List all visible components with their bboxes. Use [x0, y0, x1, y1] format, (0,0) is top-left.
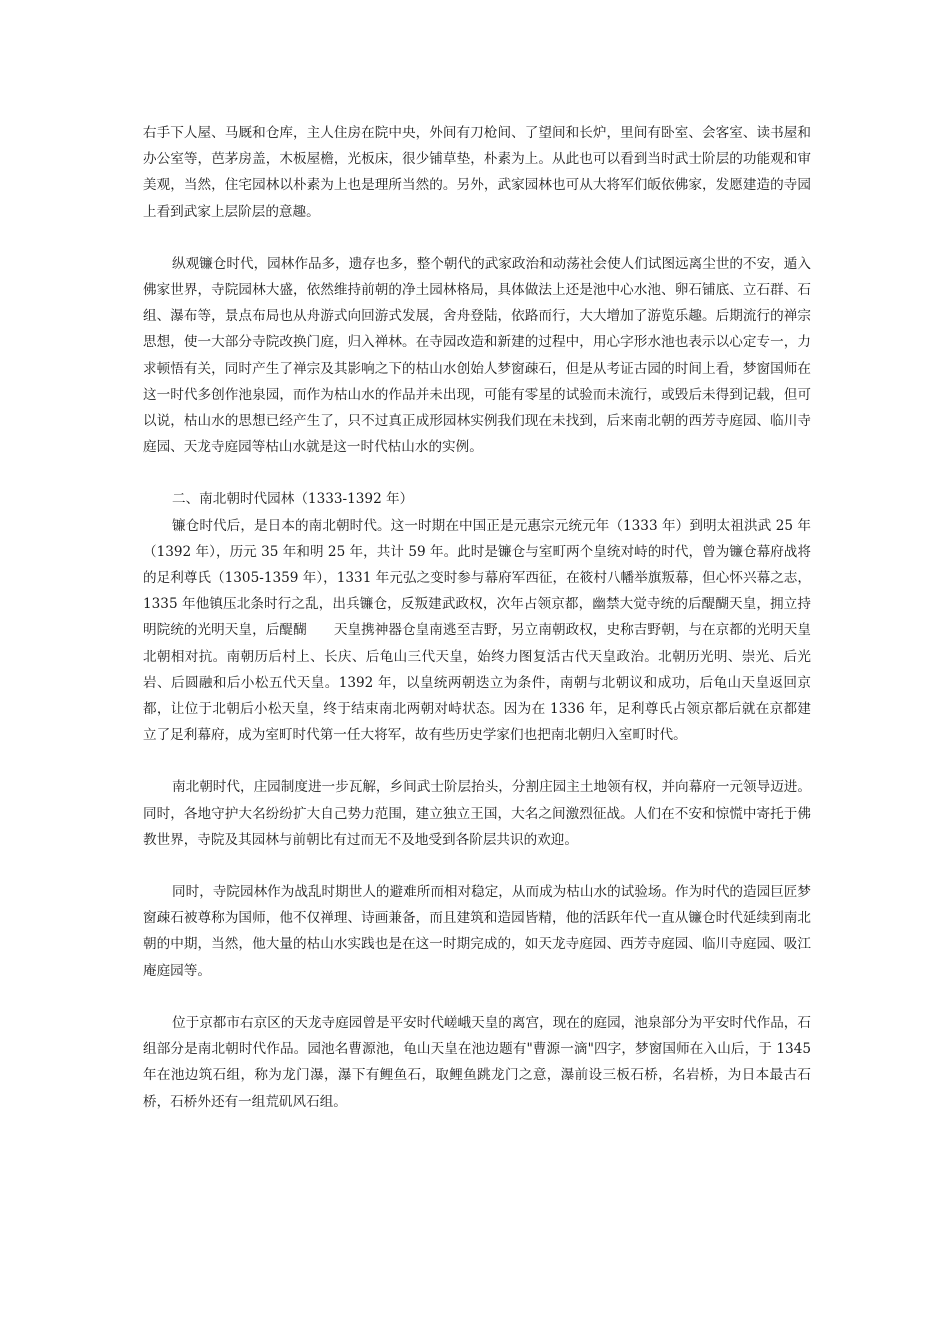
paragraph-warrior-residence: 右手下人屋、马厩和仓库，主人住房在院中央，外间有刀枪间、了望间和长炉，里间有卧室、会客室、读书屋和办公室等，芭茅房盖，木板屋檐，光板床，很少铺草垫，朴素为上。从此也可以看到当时武士阶层的功能观和审美观，当然，住宅园林以朴素为上也是理所当然的。另外，武家园林也可从大将军们皈依佛家，发愿建造的寺园上看到武家上层阶层的意趣。	[143, 125, 811, 220]
paragraph-spacer	[143, 748, 811, 774]
paragraph-kamakura-overview: 纵观镰仓时代，园林作品多，遗存也多，整个朝代的武家政治和动荡社会使人们试图远离尘世的不安，遁入佛家世界，寺院园林大盛，依然维持前朝的净土园林格局，具体做法上还是池中心水池、卵石铺底、立石群、石组、瀑布等，景点布局也从舟游式向回游式发展，舍舟登陆，依路而行，大大增加了游览乐趣。后期流行的禅宗思想，使一大部分寺院改换门庭，归入禅林。在寺园改造和新建的过程中，用心字形水池也表示以心定专一，力求顿悟有关，同时产生了禅宗及其影响之下的枯山水创始人梦窗疎石，但是从考证古园的时间上看，梦窗国师在这一时代多创作池泉园，而作为枯山水的作品并未出现，可能有零星的试验而未流行，或毁后未得到记载，但可以说，枯山水的思想已经产生了，只不过真正成形园林实例我们现在未找到，后来南北朝的西芳寺庭园、临川寺庭园、天龙寺庭园等枯山水就是这一时代枯山水的实例。	[143, 255, 811, 456]
paragraph-nanboku-history: 镰仓时代后，是日本的南北朝时代。这一时期在中国正是元惠宗元统元年（1333 年）到明太祖洪武 25 年（1392 年），历元 35 年和明 25 年，共计 59 年。此时是镰仓与室町两个皇统对峙的时代，曾为镰仓幕府战将的足利尊氏（1305-1359 年），1331 年元弘之变时参与幕府军西征，在筱村八幡举旗叛幕，但心怀兴幕之志，1335 年他镇压北条时行之乱，出兵镰仓，反叛建武政权，次年占领京都，幽禁大觉寺统的后醍醐天皇，拥立持明院统的光明天皇，后醍醐 天皇携神器仓皇南逃至吉野，另立南朝政权，史称吉野朝，与在京都的光明天皇北朝相对抗。南朝历后村上、长庆、后龟山三代天皇，始终力图复活古代天皇政治。北朝历光明、崇光、后光岩、后圆融和后小松五代天皇。1392 年，以皇统两朝迭立为条件，南朝与北朝议和成功，后龟山天皇返回京都，让位于北朝后小松天皇，终于结束南北两朝对峙状态。因为在 1336 年，足利尊氏占领京都后就在京都建立了足利幕府，成为室町时代第一任大将军，故有些历史学家们也把南北朝归入室町时代。	[143, 517, 811, 744]
paragraph-muso-soseki: 同时，寺院园林作为战乱时期世人的避难所而相对稳定，从而成为枯山水的试验场。作为时代的造园巨匠梦窗疎石被尊称为国师，他不仅禅理、诗画兼备，而且建筑和造园皆精，他的活跃年代一直从镰仓时代延续到南北朝的中期，当然，他大量的枯山水实践也是在这一时期完成的，如天龙寺庭园、西芳寺庭园、临川寺庭园、吸江庵庭园等。	[143, 884, 811, 979]
paragraph-spacer	[143, 984, 811, 1010]
section-heading-nanboku-gardens: 二、南北朝时代园林（1333-1392 年）	[172, 491, 414, 508]
paragraph-spacer	[143, 225, 811, 251]
paragraph-nanboku-society: 南北朝时代，庄园制度进一步瓦解，乡间武士阶层抬头，分割庄园主土地领有权，并向幕府一元领导迈进。同时，各地守护大名纷纷扩大自己势力范围，建立独立王国，大名之间激烈征战。人们在不安和惊慌中寄托于佛教世界，寺院及其园林与前朝比有过而无不及地受到各阶层共识的欢迎。	[143, 779, 811, 848]
paragraph-tenryuji-garden: 位于京都市右京区的天龙寺庭园曾是平安时代嵯峨天皇的离宫，现在的庭园，池泉部分为平安时代作品，石组部分是南北朝时代作品。园池名曹源池，龟山天皇在池边题有"曹源一滴"四字，梦窗国师在入山后，于 1345 年在池边筑石组，称为龙门瀑，瀑下有鲤鱼石，取鲤鱼跳龙门之意，瀑前设三板石桥，名岩桥，为日本最古石桥，石桥外还有一组荒矶风石组。	[143, 1014, 811, 1110]
paragraph-spacer	[143, 853, 811, 879]
document-page	[143, 120, 811, 1115]
paragraph-spacer	[143, 460, 811, 486]
